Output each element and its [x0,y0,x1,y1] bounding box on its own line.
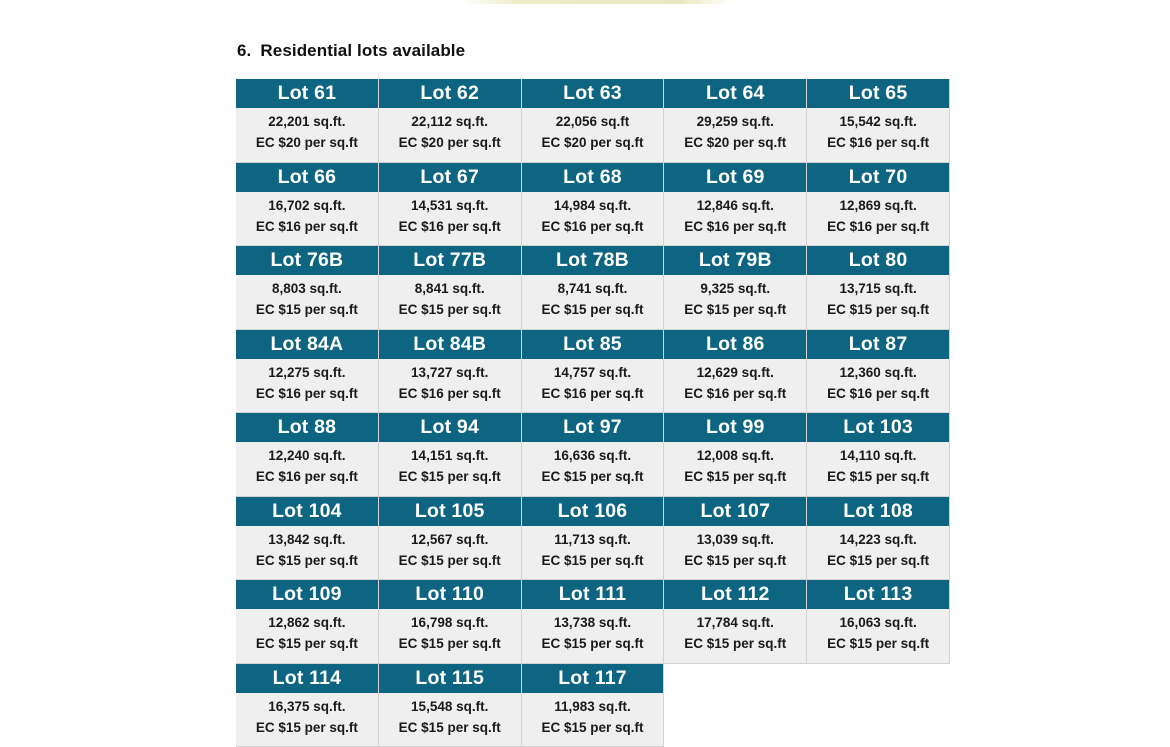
lot-price: EC $16 per sq.ft [664,385,806,402]
lot-price: EC $15 per sq.ft [522,468,664,485]
lot-price: EC $15 per sq.ft [379,468,521,485]
lot-name: Lot 63 [522,79,664,108]
lot-name: Lot 70 [807,163,949,192]
lot-area: 12,862 sq.ft. [236,614,378,631]
lot-area: 14,531 sq.ft. [379,197,521,214]
lot-name: Lot 114 [236,664,378,693]
lot-cell [664,79,807,163]
lot-name: Lot 117 [522,664,664,693]
lot-price: EC $15 per sq.ft [522,301,664,318]
lot-price: EC $15 per sq.ft [379,301,521,318]
lot-price: EC $15 per sq.ft [236,635,378,652]
lot-cell [807,330,950,414]
lot-cell [807,580,950,664]
lot-cell [807,497,950,581]
lot-cell [236,497,379,581]
section-title: Residential lots available [260,41,465,60]
lot-cell [379,413,522,497]
lot-area: 12,869 sq.ft. [807,197,949,214]
lot-cell [379,246,522,330]
lot-area: 12,275 sq.ft. [236,364,378,381]
lot-cell [664,246,807,330]
lot-cell [522,246,665,330]
lot-name: Lot 106 [522,497,664,526]
lot-price: EC $15 per sq.ft [664,301,806,318]
lot-cell [379,497,522,581]
lot-cell [236,163,379,247]
lot-area: 14,984 sq.ft. [522,197,664,214]
lot-area: 8,803 sq.ft. [236,280,378,297]
lot-name: Lot 65 [807,79,949,108]
lot-area: 13,039 sq.ft. [664,531,806,548]
lot-price: EC $16 per sq.ft [807,385,949,402]
lot-name: Lot 104 [236,497,378,526]
lot-cell [664,413,807,497]
lot-cell [807,79,950,163]
lot-price: EC $16 per sq.ft [807,134,949,151]
lot-cell [522,580,665,664]
lot-name: Lot 105 [379,497,521,526]
lot-area: 8,841 sq.ft. [379,280,521,297]
lot-name: Lot 79B [664,246,806,275]
lot-price: EC $15 per sq.ft [236,552,378,569]
lot-area: 12,629 sq.ft. [664,364,806,381]
lot-cell [522,330,665,414]
lot-price: EC $20 per sq.ft [664,134,806,151]
lot-cell [236,413,379,497]
lot-name: Lot 85 [522,330,664,359]
lot-area: 12,360 sq.ft. [807,364,949,381]
lot-price: EC $15 per sq.ft [522,719,664,736]
lot-area: 22,056 sq.ft [522,113,664,130]
lot-price: EC $15 per sq.ft [379,552,521,569]
lot-name: Lot 110 [379,580,521,609]
lot-cell [379,664,522,747]
lot-area: 13,727 sq.ft. [379,364,521,381]
lot-area: 14,151 sq.ft. [379,447,521,464]
lot-area: 15,548 sq.ft. [379,698,521,715]
lot-cell [664,497,807,581]
section-number: 6. [237,41,251,60]
lot-area: 22,112 sq.ft. [379,113,521,130]
lot-cell [522,664,665,747]
lot-price: EC $16 per sq.ft [379,385,521,402]
lot-price: EC $16 per sq.ft [522,218,664,235]
lot-name: Lot 66 [236,163,378,192]
lot-name: Lot 103 [807,413,949,442]
lot-price: EC $15 per sq.ft [522,635,664,652]
lot-area: 16,702 sq.ft. [236,197,378,214]
lot-area: 16,063 sq.ft. [807,614,949,631]
lot-price: EC $20 per sq.ft [236,134,378,151]
lot-price: EC $15 per sq.ft [807,552,949,569]
lot-area: 29,259 sq.ft. [664,113,806,130]
top-decorative-mark [462,0,732,4]
lot-area: 12,567 sq.ft. [379,531,521,548]
lot-area: 8,741 sq.ft. [522,280,664,297]
lot-name: Lot 87 [807,330,949,359]
lot-name: Lot 84A [236,330,378,359]
lot-price: EC $15 per sq.ft [236,719,378,736]
lot-area: 16,636 sq.ft. [522,447,664,464]
lot-name: Lot 115 [379,664,521,693]
lot-cell [522,79,665,163]
lot-cell [236,330,379,414]
lot-name: Lot 94 [379,413,521,442]
lot-price: EC $20 per sq.ft [379,134,521,151]
lot-cell [379,79,522,163]
lot-cell [236,79,379,163]
lot-name: Lot 80 [807,246,949,275]
lot-name: Lot 107 [664,497,806,526]
lot-name: Lot 68 [522,163,664,192]
lot-cell [807,246,950,330]
lot-name: Lot 76B [236,246,378,275]
lot-area: 13,842 sq.ft. [236,531,378,548]
lot-area: 13,715 sq.ft. [807,280,949,297]
lot-area: 16,375 sq.ft. [236,698,378,715]
lot-cell [807,163,950,247]
lot-cell [664,163,807,247]
lot-area: 16,798 sq.ft. [379,614,521,631]
lots-grid [236,79,950,747]
lot-price: EC $16 per sq.ft [236,218,378,235]
lot-area: 15,542 sq.ft. [807,113,949,130]
lot-name: Lot 61 [236,79,378,108]
lot-area: 9,325 sq.ft. [664,280,806,297]
lot-name: Lot 62 [379,79,521,108]
lot-area: 12,240 sq.ft. [236,447,378,464]
lot-name: Lot 108 [807,497,949,526]
lot-name: Lot 109 [236,580,378,609]
lot-area: 11,713 sq.ft. [522,531,664,548]
lot-price: EC $15 per sq.ft [807,468,949,485]
lot-price: EC $15 per sq.ft [664,635,806,652]
lot-price: EC $15 per sq.ft [522,552,664,569]
lot-area: 14,110 sq.ft. [807,447,949,464]
lot-cell [236,664,379,747]
lot-cell [236,246,379,330]
lot-name: Lot 97 [522,413,664,442]
lot-name: Lot 112 [664,580,806,609]
lot-cell [522,497,665,581]
lot-name: Lot 64 [664,79,806,108]
lot-price: EC $20 per sq.ft [522,134,664,151]
lot-cell [664,330,807,414]
lot-cell [236,580,379,664]
lot-area: 22,201 sq.ft. [236,113,378,130]
lot-price: EC $16 per sq.ft [664,218,806,235]
lot-name: Lot 88 [236,413,378,442]
lot-cell [379,163,522,247]
lot-name: Lot 86 [664,330,806,359]
lot-name: Lot 111 [522,580,664,609]
lot-price: EC $16 per sq.ft [236,385,378,402]
lot-price: EC $15 per sq.ft [807,635,949,652]
lot-price: EC $16 per sq.ft [522,385,664,402]
lot-cell [807,413,950,497]
lot-area: 14,223 sq.ft. [807,531,949,548]
lot-cell [379,330,522,414]
lot-price: EC $15 per sq.ft [379,635,521,652]
lot-area: 14,757 sq.ft. [522,364,664,381]
lot-price: EC $15 per sq.ft [664,552,806,569]
lot-name: Lot 78B [522,246,664,275]
lot-name: Lot 99 [664,413,806,442]
lot-price: EC $15 per sq.ft [807,301,949,318]
lot-name: Lot 67 [379,163,521,192]
lot-area: 12,846 sq.ft. [664,197,806,214]
lot-price: EC $15 per sq.ft [379,719,521,736]
lot-cell [522,163,665,247]
lot-price: EC $16 per sq.ft [379,218,521,235]
lot-area: 12,008 sq.ft. [664,447,806,464]
lot-price: EC $15 per sq.ft [236,301,378,318]
lot-name: Lot 113 [807,580,949,609]
lot-price: EC $16 per sq.ft [236,468,378,485]
section-heading [237,41,465,61]
lot-price: EC $16 per sq.ft [807,218,949,235]
lot-name: Lot 84B [379,330,521,359]
lot-name: Lot 77B [379,246,521,275]
lot-area: 11,983 sq.ft. [522,698,664,715]
lot-area: 17,784 sq.ft. [664,614,806,631]
lot-cell [379,580,522,664]
lot-cell [664,580,807,664]
lot-price: EC $15 per sq.ft [664,468,806,485]
lot-name: Lot 69 [664,163,806,192]
lot-cell [522,413,665,497]
lot-area: 13,738 sq.ft. [522,614,664,631]
